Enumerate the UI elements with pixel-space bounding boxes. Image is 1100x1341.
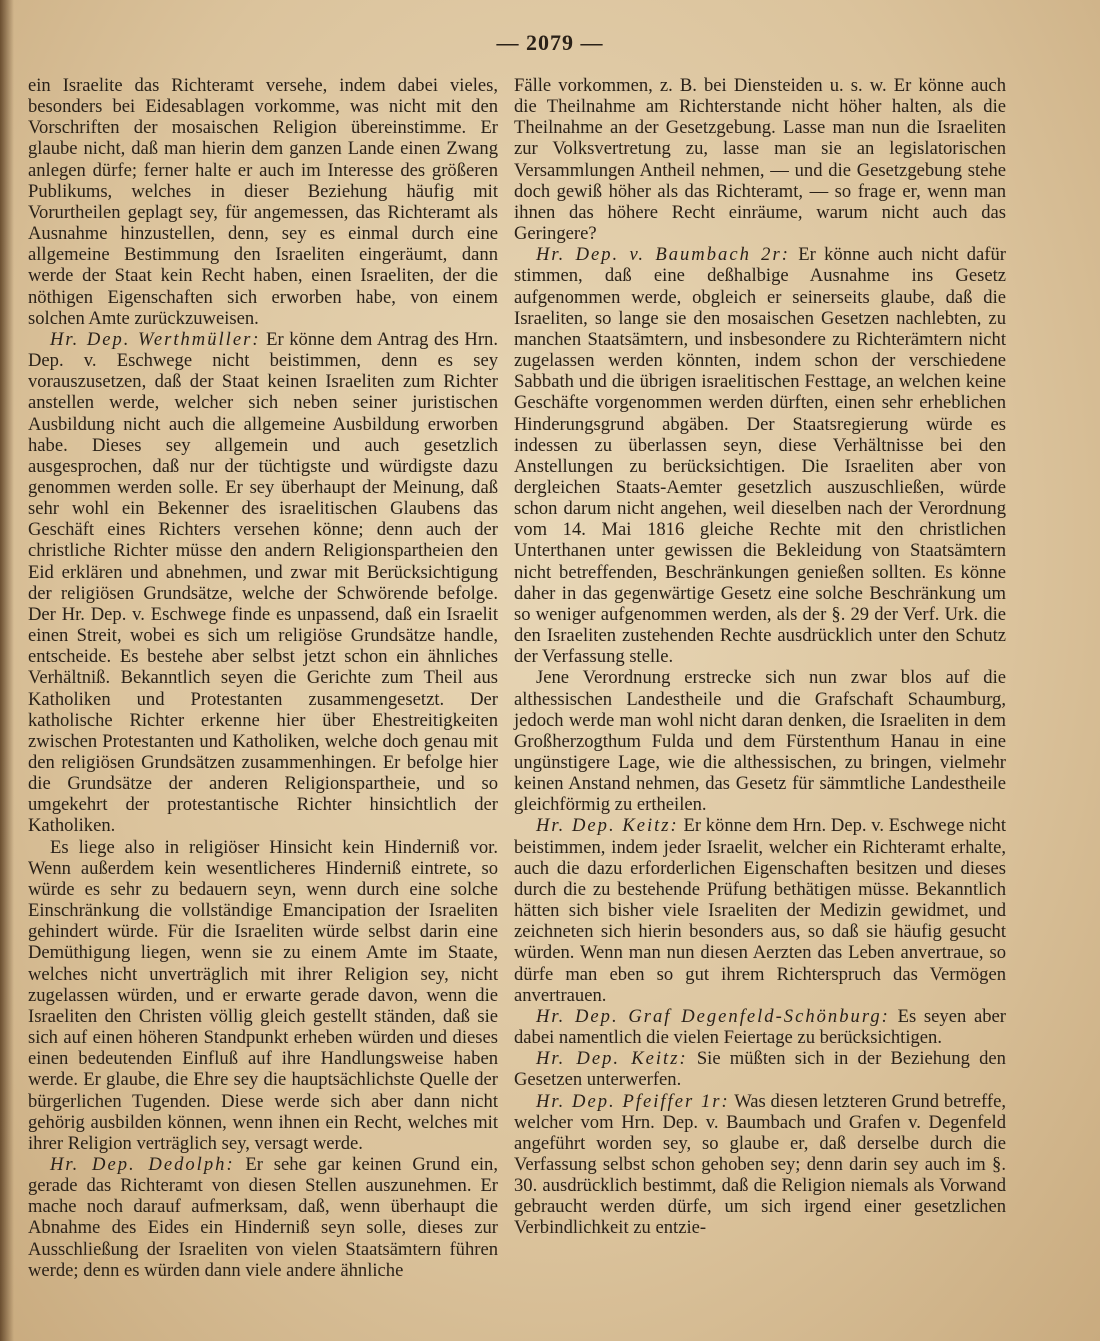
right-column [514, 75, 1006, 1239]
paragraph [514, 1048, 1006, 1090]
paragraph [28, 329, 498, 837]
speaker-name: Hr. Dep. Pfeiffer 1r: [536, 1090, 730, 1112]
speaker-name: Hr. Dep. v. Baumbach 2r: [536, 244, 790, 266]
paragraph [514, 1006, 1006, 1048]
paragraph [28, 1154, 498, 1281]
paragraph-text: Was diesen letzteren Grund betreffe, welcher vom Hrn. Dep. v. Baumbach und Grafen v. Degenfeld angeführt worden sey, so glaube er, daß derselbe durch die Verfassung selbst schon gehoben sey; denn darin sey auch im §. 30. ausdrücklich bestimmt, daß die Religion niemals als Vorwand gebraucht werden dürfe, um sich irgend einer gesetzlichen Verbindlichkeit zu entzie- [514, 1090, 1007, 1239]
speaker-name: Hr. Dep. Dedolph: [50, 1153, 235, 1175]
paragraph-text: Er könne dem Hrn. Dep. v. Eschwege nicht beistimmen, indem jeder Israelit, welcher ein Richteramt erhalte, auch die dazu erforderlichen Eigenschaften besitzen und dieses durch die zu bestehende Prüfung bethätigen müsse. Bekanntlich hätten sich bisher viele Israeliten der Medizin gewidmet, und zeichneten sich hierin besonders aus, so daß sie häufig gesucht würden. Wenn man nun diesen Aerzten das Leben anvertraue, so dürfe man eben so gut ihrem Richterspruch das Vermögen anvertrauen. [514, 815, 1006, 1006]
speaker-name: Hr. Dep. Werthmüller: [50, 328, 261, 350]
page-number: — 2079 — [496, 30, 604, 55]
paragraph-text: Er könne auch nicht dafür stimmen, daß eine deßhalbige Ausnahme ins Gesetz aufgenommen werde, obgleich er seinerseits glaube, daß die Israeliten, so lange sie den mosaischen Gesetzen nachlebten, zu manchen Staatsämtern, und insbesondere zu Richterämtern nicht zugelassen werden könnten, indem schon der verschiedene Sabbath und die übrigen israelitischen Festtage, an welchen keine Geschäfte vorgenommen werden dürften, einen sehr erheblichen Hinderungsgrund abgäben. Der Staatsregierung würde es indessen zu überlassen seyn, diese Verhältnisse bei den Anstellungen zu berücksichtigen. Die Israeliten aber von dergleichen Staats-Aemter gesetzlich auszuschließen, würde schon darum nicht angehen, weil dieselben nach der Verordnung vom 14. Mai 1816 gleiche Rechte mit den christlichen Unterthanen unter gewissen die Bekleidung von Staatsämtern nicht betreffenden, Beschränkungen genießen sollten. Es könne daher in das gegenwärtige Gesetz eine solche Beschränkung um so weniger aufgenommen werden, als der §. 29 der Verf. Urk. die den Israeliten zustehenden Rechte ausdrücklich unter den Schutz der Verfassung stelle. [514, 244, 1006, 668]
paragraph-text: Er sehe gar keinen Grund ein, gerade das Richteramt von diesen Stellen auszunehmen. Er mache noch darauf aufmerksam, daß, wenn überhaupt die Abnahme des Eides ein Hinderniß seyn solle, dieses zur Ausschließung der Israeliten von vielen Staatsämtern führen werde; denn es würden dann viele andere ähnliche [28, 1153, 498, 1281]
paragraph [514, 244, 1006, 667]
paragraph-text: Er könne dem Antrag des Hrn. Dep. v. Eschwege nicht beistimmen, denn es sey vorauszusetzen, daß der Staat keinen Israeliten zum Richter anstellen werde, welcher sich neben seiner juristischen Ausbildung nicht auch die allgemeine Ausbildung erworben habe. Dieses sey allgemein und auch gesetzlich ausgesprochen, daß nur der tüchtigste und würdigste dazu genommen werden solle. Er sey überhaupt der Meinung, daß sehr wohl ein Bekenner des israelitischen Glaubens das Geschäft eines Richters versehen könne; denn auch der christliche Richter müsse den andern Religionspartheien den Eid erklären und abnehmen, und zwar mit Berücksichtigung der religiösen Grundsätze, welche der Schwörende befolge. Der Hr. Dep. v. Eschwege finde es unpassend, daß ein Israelit einen Streit, wobei es sich um religiöse Grundsätze handle, entscheide. Es bestehe aber selbst jetzt schon ein ähnliches Verhältniß. Bekanntlich seyen die Gerichte zum Theil aus Katholiken und Protestanten zusammengesetzt. Der katholische Richter erkenne hier über Ehestreitigkeiten zwischen Protestanten und Katholiken, welche doch genau mit den religiösen Grundsätzen zusammenhingen. Er befolge hier die Grundsätze der anderen Religionspartheie, und so umgekehrt der protestantische Richter hinsichtlich der Katholiken. [28, 328, 498, 837]
left-column [28, 75, 498, 1281]
paragraph: Es liege also in religiöser Hinsicht kein Hinderniß vor. Wenn außerdem kein wesentlicheres Hinderniß eintrete, so würde es sehr zu bedauern seyn, wenn durch eine solche Einschränkung die vollständige Emancipation der Israeliten gehindert würde. Für die Israeliten würde selbst darin eine Demüthigung liegen, wenn sie zu einem Amte im Staate, welches nicht unverträglich mit ihrer Religion sey, nicht zugelassen würden, und er erwarte gerade davon, wenn die Israeliten den Christen völlig gleich gestellt ständen, daß sie sich auf einen höheren Standpunkt erheben würden und dieses einen bedeutenden Einfluß auf ihre Handlungsweise haben werde. Er glaube, die Ehre sey die hauptsächlichste Quelle der bürgerlichen Tugenden. Diese werde sich aber dann nicht gehörig ausbilden können, wenn ihnen ein Recht, welches mit ihrer Religion verträglich sey, versagt werde. [28, 836, 498, 1154]
paragraph: Jene Verordnung erstrecke sich nun zwar blos auf die althessischen Landestheile und die Grafschaft Schaumburg, jedoch werde man wohl nicht daran denken, die Israeliten in dem Großherzogthum Fulda und dem Fürstenthum Hanau in eine ungünstigere Lage, wie die althessischen, zu bringen, vielmehr keinen Anstand nehmen, das Gesetz für sämmtliche Landestheile gleichförmig zu ertheilen. [514, 667, 1006, 816]
paragraph-text: Es seyen aber dabei namentlich die vielen Feiertage zu berücksichtigen. [514, 1005, 1006, 1049]
speaker-name: Hr. Dep. Graf Degenfeld-Schönburg: [536, 1005, 890, 1027]
paragraph [514, 1091, 1006, 1239]
paragraph-text: Sie müßten sich in der Beziehung den Gesetzen unterwerfen. [514, 1048, 1006, 1091]
paragraph: Fälle vorkommen, z. B. bei Diensteiden u. s. w. Er könne auch die Theilnahme am Richterstande nicht höher halten, als die Theilnahme an der Gesetzgebung. Lasse man nun die Israeliten zur Volksvertretung zu, lasse man sie an legislatorischen Versammlungen Antheil nehmen, — und die Gesetzgebung stehe doch gewiß höher als das Richteramt, — so frage er, wenn man ihnen das höhere Recht einräume, warum nicht auch das Geringere? [514, 75, 1006, 245]
speaker-name: Hr. Dep. Keitz: [536, 1048, 688, 1070]
paragraph: ein Israelite das Richteramt versehe, indem dabei vieles, besonders bei Eidesablagen vorkomme, was nicht mit den Vorschriften der mosaischen Religion übereinstimme. Er glaube nicht, daß man hierin dem ganzen Lande einen Zwang anlegen dürfe; ferner halte er auch im Interesse des größeren Publikums, welches in dieser Beziehung häufig mit Vorurtheilen geplagt sey, für angemessen, das Richteramt als Ausnahme hinzustellen, denn, sey es einmal durch eine allgemeine Bestimmung den Israeliten eingeräumt, dann werde der Staat kein Recht haben, einen Israeliten, der die nöthigen Eigenschaften sich erworben habe, von einem solchen Amte zurückzuweisen. [28, 75, 498, 329]
paragraph [514, 815, 1006, 1005]
speaker-name: Hr. Dep. Keitz: [536, 815, 679, 837]
